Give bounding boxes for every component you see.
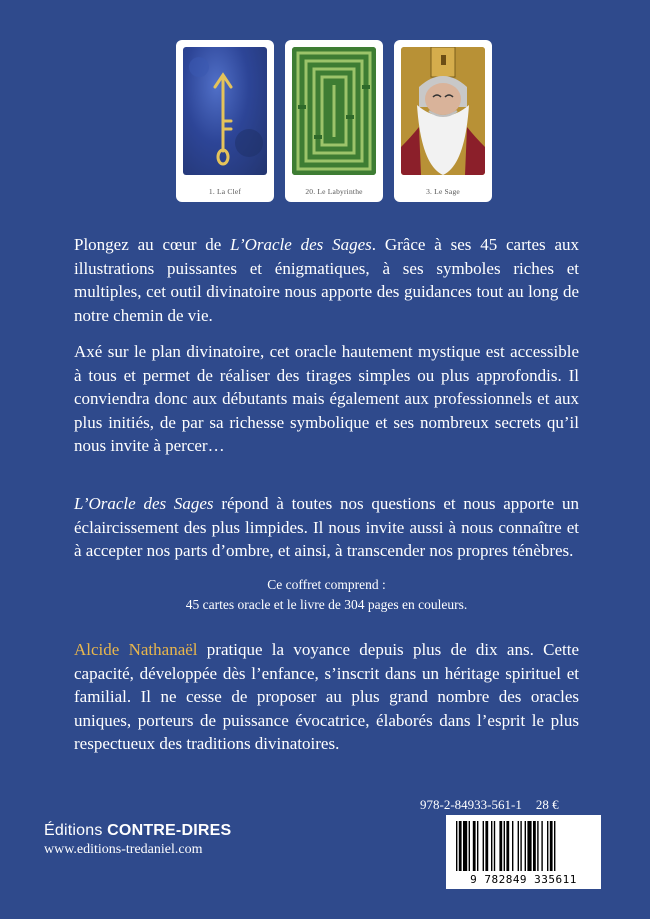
book-title: L’Oracle des Sages <box>230 235 372 254</box>
benefits-paragraph <box>74 492 579 563</box>
card-showcase <box>176 40 492 202</box>
oracle-card-la-clef <box>176 40 274 202</box>
description-paragraph <box>74 340 579 458</box>
benefits-text: répond à toutes nos questions et nous apporte un éclaircissement des plus limpides. Il nous invite aussi à nous connaître et à accepter nos parts d’ombre, et ainsi, à transcender nos propres ténèbres. <box>74 494 579 560</box>
intro-text: . Grâce à ses 45 cartes aux illustrations puissantes et énigmatiques, à ses symboles riches et multiples, cet outil divinatoire nous apporte des guidances tout au long de notre chemin de vie. <box>74 235 580 325</box>
intro-paragraph <box>74 233 579 327</box>
isbn-price-line <box>420 797 559 813</box>
author-bio: pratique la voyance depuis plus de dix ans. Cette capacité, développée dès l’enfance, s’inscrit dans un héritage spirituel et familial. Il ne cesse de proposer au plus grand nombre des oracles uniques, porteurs de puissance évocatrice, élaborés dans l’esprit le plus respectueux des traditions divinatoires. <box>74 640 579 753</box>
barcode <box>446 815 601 889</box>
publisher-name <box>44 822 231 840</box>
book-title: L’Oracle des Sages <box>74 494 214 513</box>
price: 28 € <box>535 797 559 812</box>
card-caption: 3. Le Sage <box>426 187 460 196</box>
description-text: Axé sur le plan divinatoire, cet oracle hautement mystique est accessible à tous et permet de réaliser des tirages simples ou plus approfondis. Il conviendra donc aux débutants mais également aux professionnels et aux plus initiés, de par sa richesse symbolique et ses nombreux secrets qu’il nous invite à percer… <box>74 342 579 455</box>
card-caption: 20. Le Labyrinthe <box>305 187 363 196</box>
author-name: Alcide Nathanaël <box>74 640 198 659</box>
oracle-card-le-labyrinthe <box>285 40 383 202</box>
author-paragraph <box>74 638 579 756</box>
box-contents-heading: Ce coffret comprend : <box>267 577 386 592</box>
labyrinth-image <box>292 47 376 175</box>
publisher-url: www.editions-tredaniel.com <box>44 842 203 857</box>
intro-text: Plongez au cœur de <box>74 235 231 254</box>
publisher-brand: CONTRE-DIRES <box>107 822 232 839</box>
isbn-number: 978-2-84933-561-1 <box>420 797 522 812</box>
oracle-card-le-sage <box>394 40 492 202</box>
sage-portrait <box>401 47 485 175</box>
publisher-prefix: Éditions <box>44 822 108 839</box>
barcode-digits: 9 782849 335611 <box>470 873 577 886</box>
key-icon <box>183 47 267 175</box>
publisher-block <box>44 822 231 858</box>
box-contents <box>74 575 579 615</box>
box-contents-detail: 45 cartes oracle et le livre de 304 pages en couleurs. <box>185 597 468 612</box>
barcode-bars <box>454 821 593 871</box>
card-caption: 1. La Clef <box>208 187 242 196</box>
